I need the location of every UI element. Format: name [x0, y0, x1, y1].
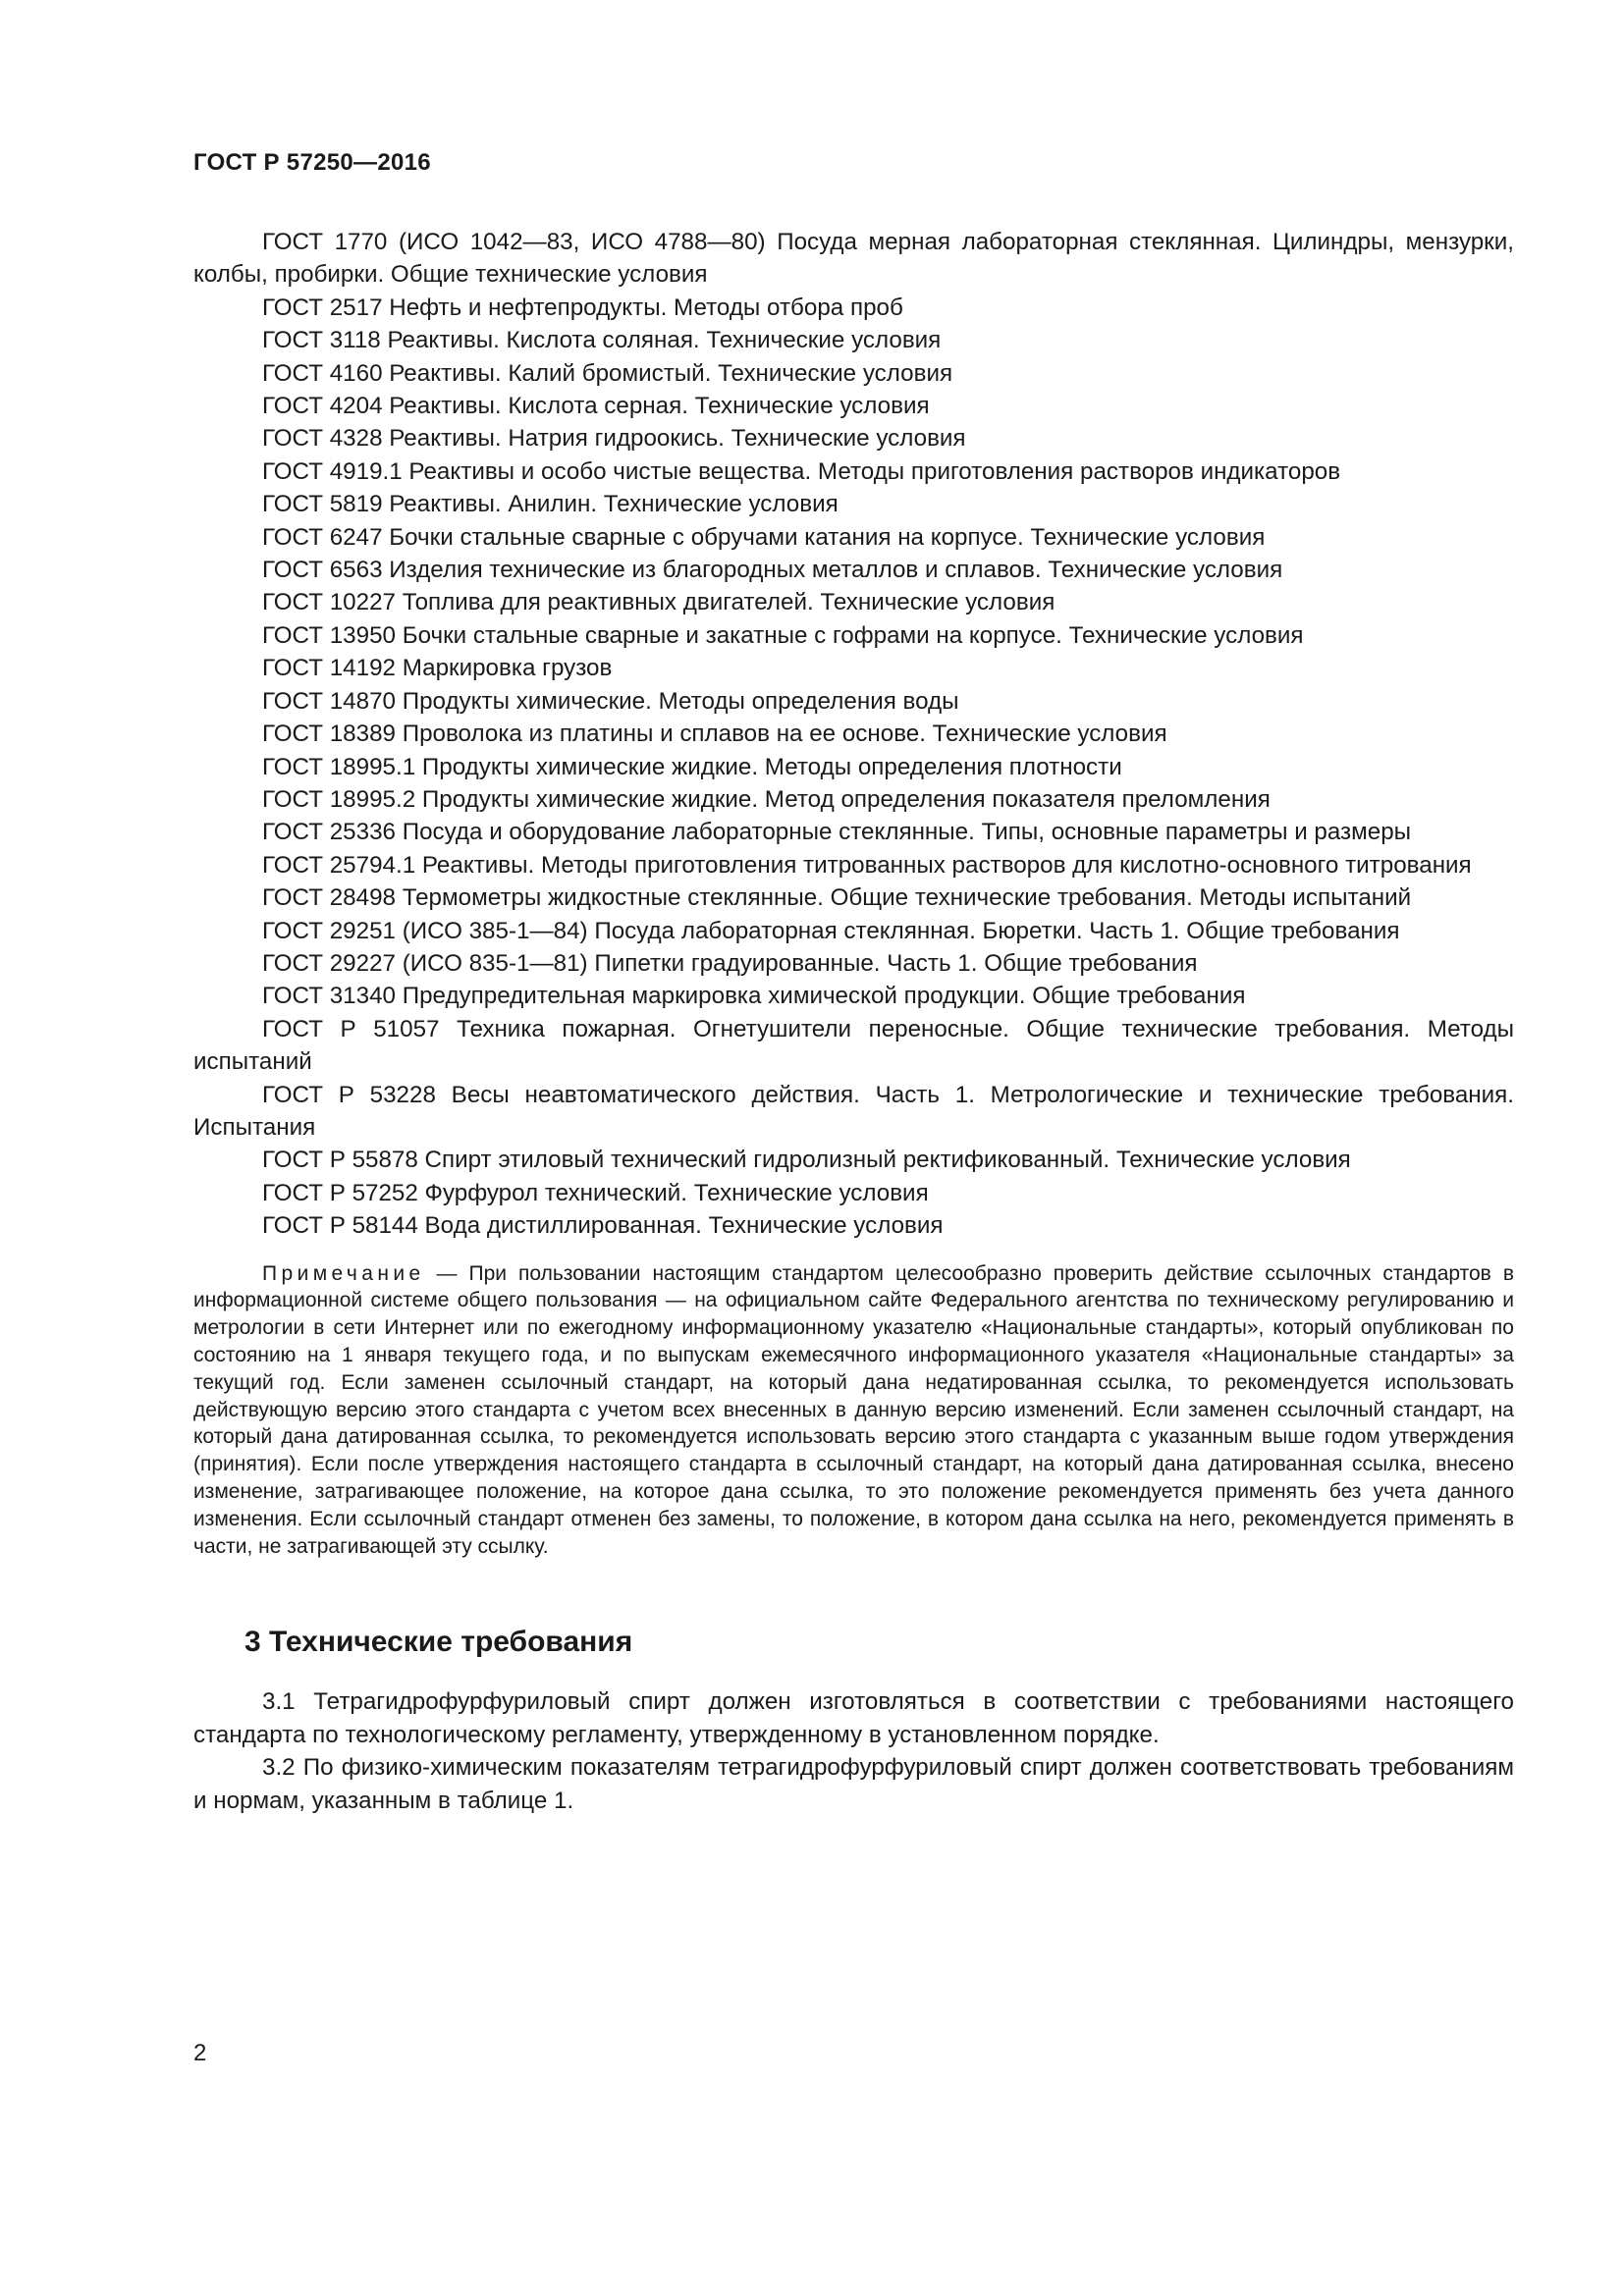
- section-paragraph: 3.1 Тетрагидрофурфуриловый спирт должен изготовляться в соответствии с требованиями настоящего стандарта по технологическому регламенту, утвержденному в установленном порядке.: [193, 1688, 1514, 1748]
- reference-item: ГОСТ 2517 Нефть и нефтепродукты. Методы отбора проб: [262, 294, 903, 321]
- reference-item: ГОСТ Р 51057 Техника пожарная. Огнетушители переносные. Общие технические требования. Методы испытаний: [193, 1015, 1514, 1076]
- normative-references-list: [193, 226, 1514, 1243]
- reference-item: ГОСТ Р 53228 Весы неавтоматического действия. Часть 1. Метрологические и технические требования. Испытания: [193, 1081, 1514, 1141]
- reference-item: ГОСТ 3118 Реактивы. Кислота соляная. Технические условия: [262, 327, 942, 354]
- reference-item: ГОСТ 10227 Топлива для реактивных двигателей. Технические условия: [262, 589, 1056, 616]
- reference-item: ГОСТ 4204 Реактивы. Кислота серная. Технические условия: [262, 393, 930, 420]
- section-body: [193, 1685, 1514, 1817]
- reference-item: ГОСТ 14870 Продукты химические. Методы определения воды: [262, 687, 959, 715]
- reference-item: ГОСТ 29227 (ИСО 835-1—81) Пипетки градуированные. Часть 1. Общие требования: [262, 949, 1198, 977]
- reference-item: ГОСТ 18389 Проволока из платины и сплавов на ее основе. Технические условия: [262, 721, 1167, 748]
- page-content: [193, 226, 1514, 1817]
- reference-item: ГОСТ 4919.1 Реактивы и особо чистые вещества. Методы приготовления растворов индикаторов: [262, 457, 1341, 485]
- reference-item: ГОСТ Р 57252 Фурфурол технический. Технические условия: [262, 1179, 929, 1206]
- reference-item: ГОСТ 18995.2 Продукты химические жидкие. Метод определения показателя преломления: [262, 785, 1271, 813]
- note-text: — При пользовании настоящим стандартом целесообразно проверить действие ссылочных стандартов в информационной системе общего пользования — на официальном сайте Федерального агентства по техническому регулированию и метрологии в сети Интернет или по ежегодному информационному указателю «Национальные стандарты», который опубликован по состоянию на 1 января текущего года, и по выпускам ежемесячного информационного указателя «Национальные стандарты» за текущий год. Если заменен ссылочный стандарт, на который дана недатированная ссылка, то рекомендуется использовать действующую версию этого стандарта с учетом всех внесенных в данную версию изменений. Если заменен ссылочный стандарт, на который дана датированная ссылка, то рекомендуется использовать версию этого стандарта с указанным выше годом утверждения (принятия). Если после утверждения настоящего стандарта в ссылочный стандарт, на который дана датированная ссылка, внесено изменение, затрагивающее положение, на которое дана ссылка, то это положение рекомендуется применять без учета данного изменения. Если ссылочный стандарт отменен без замены, то положение, в котором дана ссылка на него, рекомендуется применять в части, не затрагивающей эту ссылку.: [193, 1261, 1514, 1558]
- reference-item: ГОСТ 25794.1 Реактивы. Методы приготовления титрованных растворов для кислотно-основного титрования: [262, 851, 1472, 879]
- reference-item: ГОСТ 4328 Реактивы. Натрия гидроокись. Технические условия: [262, 425, 966, 453]
- reference-item: ГОСТ Р 58144 Вода дистиллированная. Технические условия: [262, 1212, 944, 1240]
- reference-item: ГОСТ 6563 Изделия технические из благородных металлов и сплавов. Технические условия: [262, 557, 1283, 584]
- reference-item: ГОСТ 29251 (ИСО 385-1—84) Посуда лабораторная стеклянная. Бюретки. Часть 1. Общие требования: [262, 917, 1400, 944]
- reference-item: ГОСТ Р 55878 Спирт этиловый технический гидролизный ректификованный. Технические условия: [262, 1147, 1351, 1174]
- page-number: 2: [193, 2040, 207, 2066]
- reference-item: ГОСТ 18995.1 Продукты химические жидкие. Методы определения плотности: [262, 753, 1122, 780]
- reference-item: ГОСТ 13950 Бочки стальные сварные и закатные с гофрами на корпусе. Технические условия: [262, 621, 1304, 649]
- section-title: 3 Технические требования: [244, 1626, 633, 1659]
- document-code-header: ГОСТ Р 57250—2016: [193, 149, 431, 176]
- note-label: Примечание: [262, 1261, 425, 1285]
- reference-item: ГОСТ 14192 Маркировка грузов: [262, 655, 613, 682]
- reference-item: ГОСТ 28498 Термометры жидкостные стеклянные. Общие технические требования. Методы испытаний: [262, 884, 1412, 912]
- reference-item: ГОСТ 31340 Предупредительная маркировка химической продукции. Общие требования: [262, 983, 1246, 1010]
- note-paragraph: [193, 1260, 1514, 1561]
- reference-item: ГОСТ 5819 Реактивы. Анилин. Технические условия: [262, 491, 839, 518]
- reference-item: ГОСТ 6247 Бочки стальные сварные с обручами катания на корпусе. Технические условия: [262, 523, 1266, 551]
- section-paragraph: 3.2 По физико-химическим показателям тетрагидрофурфуриловый спирт должен соответствовать требованиям и нормам, указанным в таблице 1.: [193, 1754, 1514, 1814]
- reference-item: ГОСТ 25336 Посуда и оборудование лабораторные стеклянные. Типы, основные параметры и размеры: [262, 819, 1412, 846]
- reference-item: ГОСТ 4160 Реактивы. Калий бромистый. Технические условия: [262, 359, 953, 387]
- reference-item: ГОСТ 1770 (ИСО 1042—83, ИСО 4788—80) Посуда мерная лабораторная стеклянная. Цилиндры, мензурки, колбы, пробирки. Общие технические условия: [193, 229, 1514, 289]
